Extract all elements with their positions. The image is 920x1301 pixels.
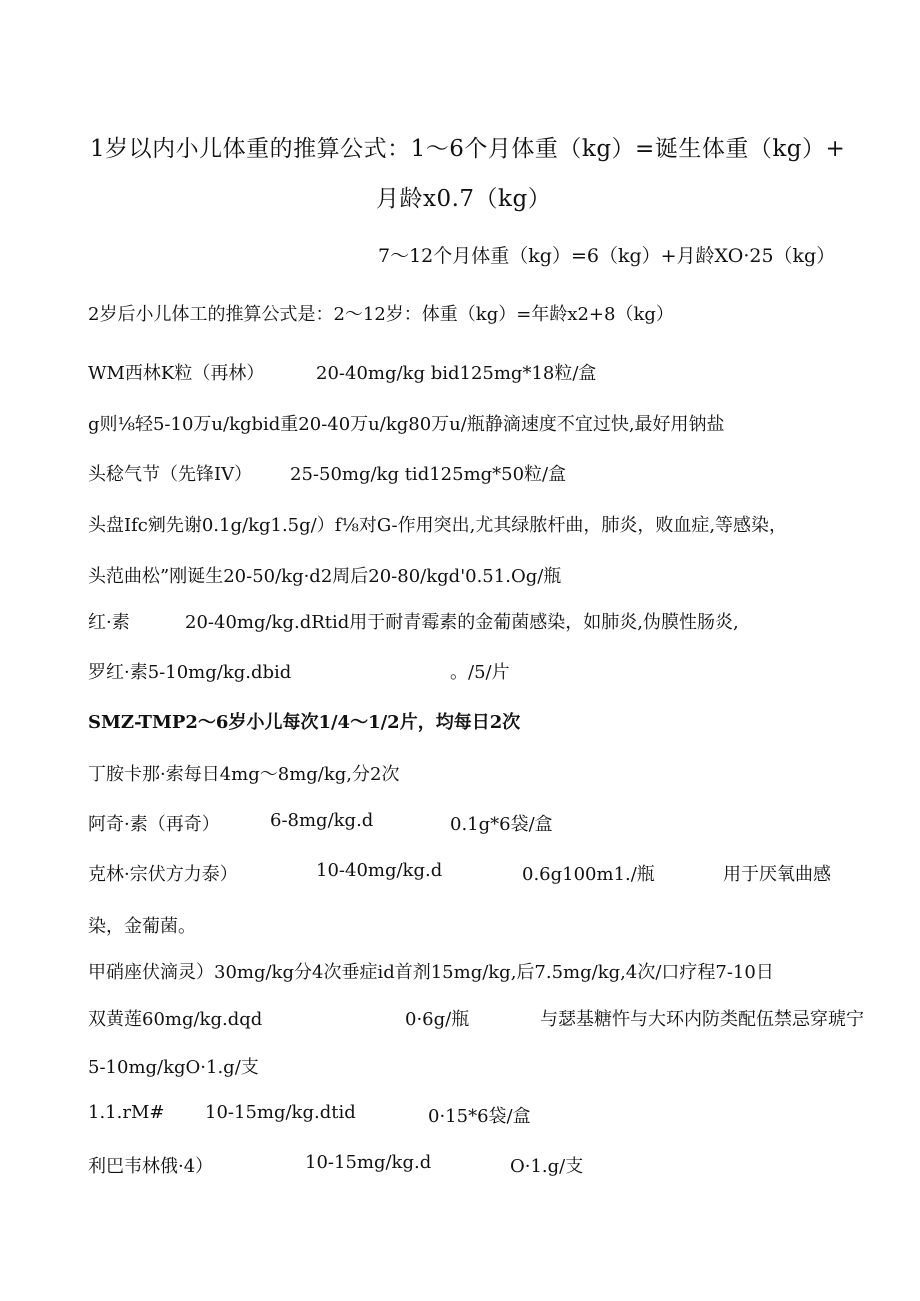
drug-note: 与瑟基糖忤与大环内防类配伍禁忌穿琥宁 (540, 1009, 864, 1030)
drug-line: 头范曲松”刚诞生20-50/kg·d2周后20-80/kgd'0.51.Og/瓶 (88, 566, 562, 587)
drug-dose: 10-40mg/kg.d (316, 860, 443, 881)
drug-name: 克林·宗伏方力泰） (88, 864, 238, 885)
drug-pack: 0.1g*6袋/盒 (450, 814, 553, 835)
drug-name: 罗红·素5-10mg/kg.dbid (88, 662, 292, 683)
drug-pack: 0·6g/瓶 (405, 1009, 470, 1030)
formula-7-12-months: 7～12个月体重（kg）=6（kg）+月龄XO·25（kg） (378, 245, 836, 267)
drug-dose: 6-8mg/kg.d (270, 810, 374, 831)
drug-name: 头稔气节（先锋IV） (88, 464, 253, 485)
drug-pack: O·1.g/支 (510, 1156, 584, 1177)
drug-dose: 20-40mg/kg.dRtid用于耐青霉素的金葡菌感染，如肺炎,伪膜性肠炎, (185, 612, 739, 633)
drug-line: SMZ-TMP2～6岁小儿每次1/4～1/2片，均每日2次 (88, 712, 521, 733)
drug-name: 利巴韦林俄·4） (88, 1156, 214, 1177)
drug-pack: 。/5/片 (450, 662, 510, 683)
title-line-1: 1岁以内小儿体重的推算公式：1～6个月体重（kg）=诞生体重（kg）+ (90, 136, 846, 162)
drug-name: 1.1.rM# (88, 1102, 165, 1123)
drug-dose: 25-50mg/kg tid125mg*50粒/盒 (290, 464, 567, 485)
drug-name: 红·素 (88, 612, 130, 633)
drug-dose: 10-15mg/kg.dtid (205, 1102, 356, 1123)
drug-name: 双黄莲60mg/kg.dqd (88, 1009, 263, 1030)
drug-line: 甲硝座伏滴灵）30mg/kg分4次垂症id首剂15mg/kg,后7.5mg/kg,4次/口疗程7-10日 (88, 962, 774, 983)
drug-pack: 0·15*6袋/盒 (428, 1106, 531, 1127)
drug-line: g则⅛轻5-10万u/kgbid重20-40万u/kg80万u/瓶静滴速度不宜过快,最好用钠盐 (88, 414, 725, 435)
drug-line: 丁胺卡那·索每日4mg～8mg/kg,分2次 (88, 764, 400, 785)
drug-note: 用于厌氧曲感 (723, 864, 831, 885)
drug-line: 头盘Ifc剜先谢0.1g/kg1.5g/）f⅛对G-作用突出,尤其绿脓杆曲，肺炎，败血症,等感染， (88, 515, 788, 536)
formula-2-years-plus: 2岁后小儿体工的推算公式是：2～12岁：体重（kg）=年龄x2+8（kg） (88, 304, 674, 325)
drug-name: 阿奇·素（再奇） (88, 814, 220, 835)
drug-line: 染，金葡菌。 (88, 916, 196, 937)
drug-pack: 0.6g100m1./瓶 (522, 864, 655, 885)
title-line-2: 月龄x0.7（kg） (376, 186, 552, 212)
drug-line: 5-10mg/kgO·1.g/支 (88, 1057, 259, 1078)
drug-name: WM西林K粒（再林） (88, 363, 265, 384)
drug-dose: 10-15mg/kg.d (305, 1152, 432, 1173)
drug-dose: 20-40mg/kg bid125mg*18粒/盒 (316, 363, 597, 384)
